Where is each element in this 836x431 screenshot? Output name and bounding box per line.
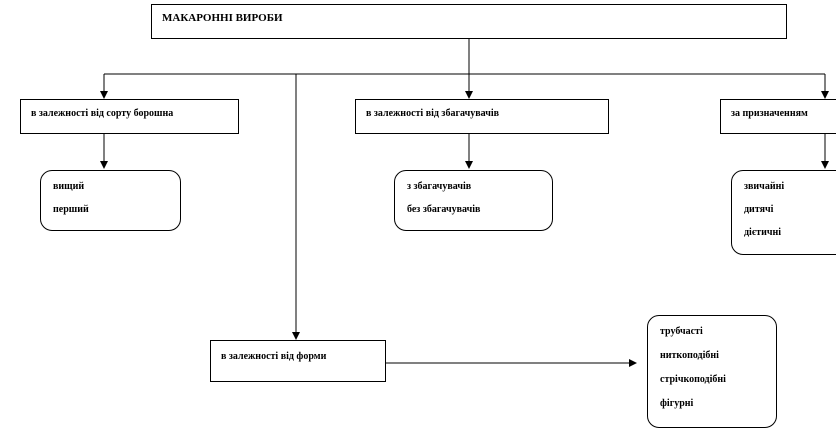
- category-purpose-box: [720, 99, 836, 134]
- list-item: з збагачувачів: [407, 181, 472, 192]
- root-title: МАКАРОННІ ВИРОБИ: [162, 12, 283, 24]
- list-item: без збагачувачів: [407, 204, 481, 215]
- list-item: перший: [53, 204, 89, 215]
- category-shape-label: в залежності від форми: [221, 351, 327, 362]
- list-item: дитячі: [744, 204, 774, 215]
- list-item: ниткоподібні: [660, 350, 719, 361]
- list-item: фігурні: [660, 398, 694, 409]
- group-shape-box: [647, 315, 777, 428]
- category-flour-label: в залежності від сорту борошна: [31, 108, 174, 119]
- group-purpose-box: [731, 170, 836, 255]
- category-enrich-box: [355, 99, 609, 134]
- category-flour-box: [20, 99, 239, 134]
- category-shape-box: [210, 340, 386, 382]
- category-enrich-label: в залежності від збагачувачів: [366, 108, 500, 119]
- group-enrich-box: [394, 170, 553, 231]
- list-item: дієтичні: [744, 227, 782, 238]
- list-item: стрічкоподібні: [660, 374, 726, 385]
- group-flour-box: [40, 170, 181, 231]
- category-purpose-label: за призначенням: [731, 108, 808, 119]
- root-title-box: [151, 4, 787, 39]
- list-item: вищий: [53, 181, 85, 192]
- list-item: звичайні: [744, 181, 785, 192]
- list-item: трубчасті: [660, 326, 703, 337]
